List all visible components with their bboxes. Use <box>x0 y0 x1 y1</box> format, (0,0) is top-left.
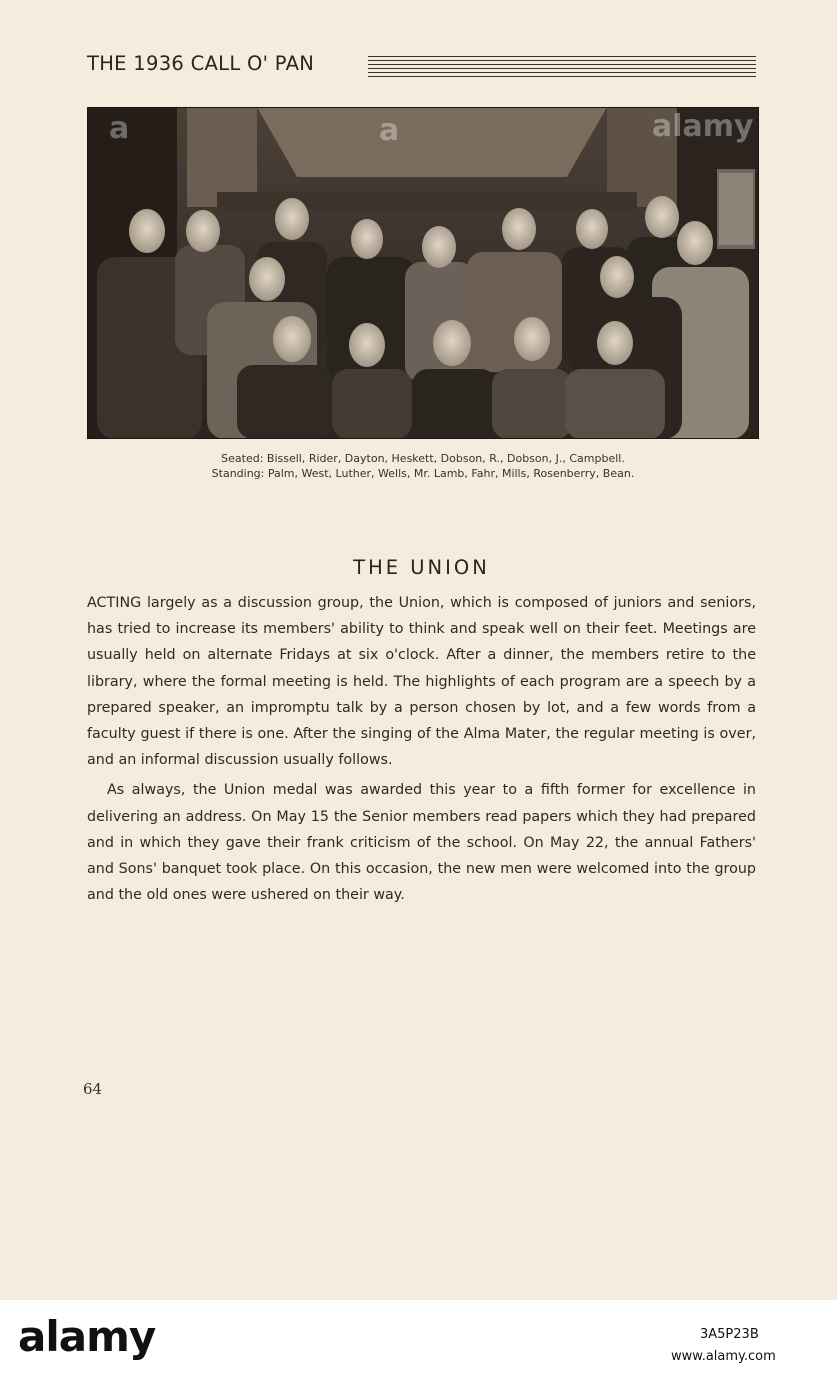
caption-seated: Seated: Bissell, Rider, Dayton, Heskett, Dobson, R., Dobson, J., Campbell. <box>221 452 625 465</box>
site-url-link[interactable]: www.alamy.com <box>671 1349 776 1364</box>
photo-watermark: alamy <box>652 109 754 144</box>
page-number: 64 <box>83 1080 103 1098</box>
stock-image-id: 3A5P23B <box>700 1327 759 1342</box>
alamy-logo[interactable]: alamy <box>18 1312 156 1361</box>
caption-standing: Standing: Palm, West, Luther, Wells, Mr. Lamb, Fahr, Mills, Rosenberry, Bean. <box>211 467 635 480</box>
watermark-a-left-icon: a <box>109 111 130 146</box>
article-body <box>87 590 756 908</box>
seated-row <box>237 316 665 439</box>
header-rule-lines <box>368 56 756 77</box>
section-title: THE UNION <box>353 556 490 579</box>
watermark-a-center-icon: a <box>379 113 400 148</box>
group-photo <box>87 107 759 439</box>
article-paragraph: As always, the Union medal was awarded this year to a fifth former for excellence in delivering an address. On May 15 the Senior members read papers which they had prepared and in which they gave their frank criticism of the school. On May 22, the annual Fathers' and Sons' banquet took place. On this occasion, the new men were welcomed into the group and the old ones were ushered on their way. <box>87 782 756 904</box>
running-header-title: THE 1936 CALL O' PAN <box>87 52 315 75</box>
article-paragraph: ACTING largely as a discussion group, the Union, which is composed of juniors and seniors, has tried to increase its members' ability to think and speak well on their feet. Meetings are usually held on alternate Fridays at six o'clock. After a dinner, the members retire to the library, where the formal meeting is held. The highlights of each program are a speech by a prepared speaker, an impromptu talk by a person chosen by lot, and a few words from a faculty guest if there is one. After the singing of the Alma Mater, the regular meeting is over, and an informal discussion usually follows. <box>87 595 756 769</box>
